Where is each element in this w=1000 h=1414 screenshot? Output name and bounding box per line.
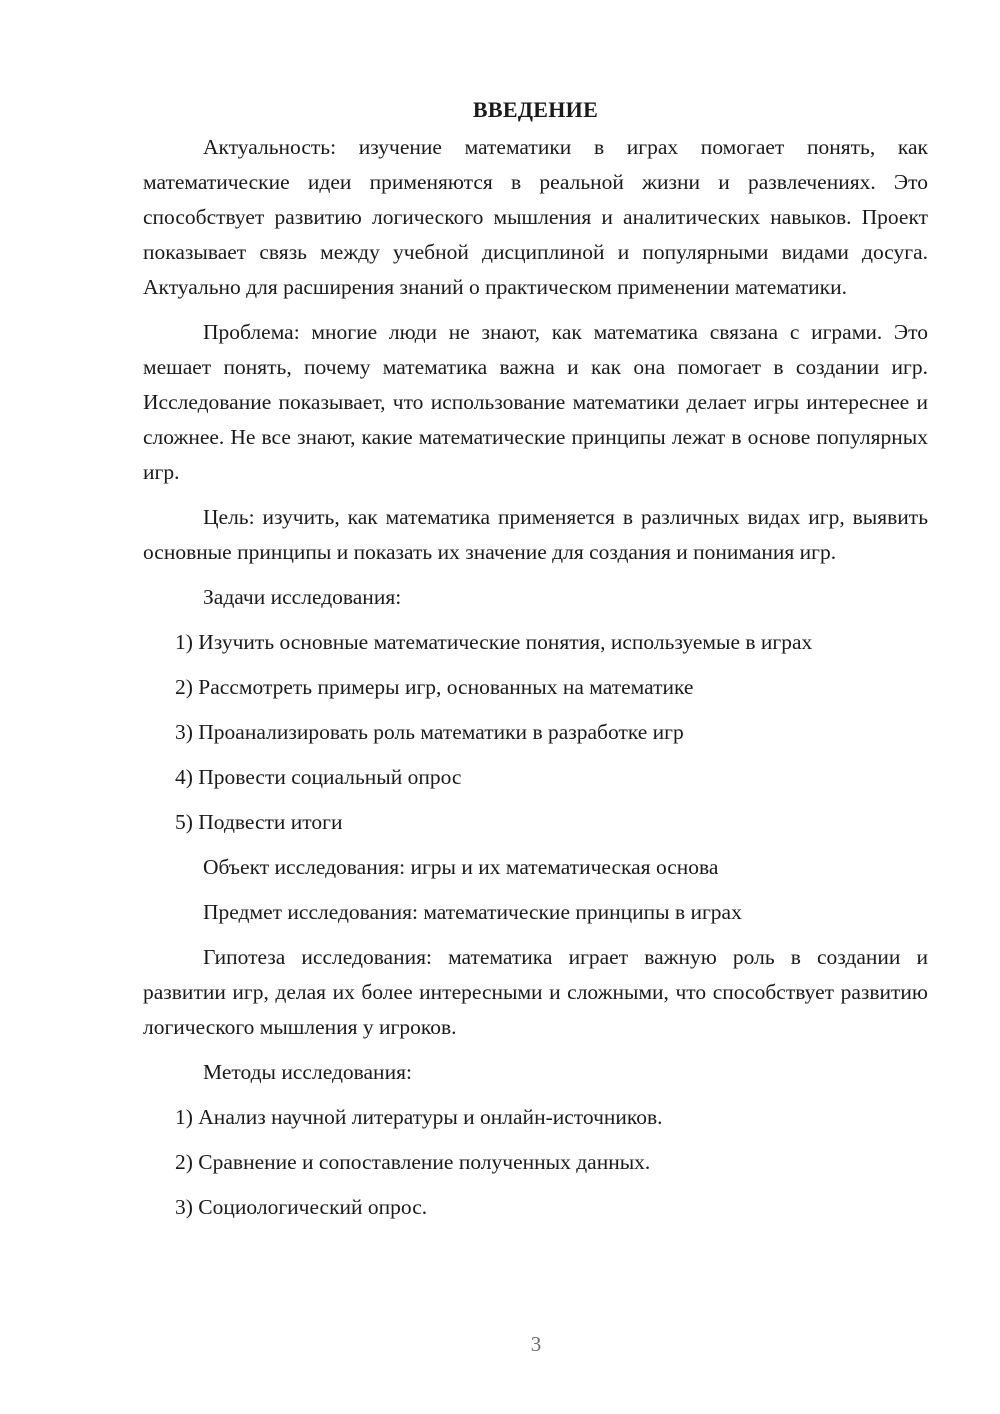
hypothesis-paragraph: Гипотеза исследования: математика играет важную роль в создании и развитии игр, делая их более интересными и сложными, что способствует развитию логического мышления у игроков. — [143, 945, 928, 1039]
task-item: 3) Проанализировать роль математики в разработке игр — [175, 720, 684, 744]
task-item: 1) Изучить основные математические понятия, используемые в играх — [175, 630, 813, 654]
method-item: 2) Сравнение и сопоставление полученных данных. — [175, 1150, 651, 1174]
task-item: 5) Подвести итоги — [175, 810, 343, 834]
tasks-list — [143, 625, 928, 840]
method-item: 3) Социологический опрос. — [175, 1195, 428, 1219]
tasks-heading: Задачи исследования: — [203, 585, 402, 609]
task-item: 4) Провести социальный опрос — [175, 765, 462, 789]
methods-heading: Методы исследования: — [203, 1060, 412, 1084]
methods-list — [143, 1100, 928, 1225]
page-number: 3 — [530, 1332, 542, 1356]
object-line: Объект исследования: игры и их математическая основа — [203, 855, 719, 879]
task-item: 2) Рассмотреть примеры игр, основанных на математике — [175, 675, 694, 699]
method-item: 1) Анализ научной литературы и онлайн-источников. — [175, 1105, 663, 1129]
subject-line: Предмет исследования: математические принципы в играх — [203, 900, 742, 924]
problem-paragraph: Проблема: многие люди не знают, как математика связана с играми. Это мешает понять, почему математика важна и как она помогает в создании игр. Исследование показывает, что использование математики делает игры интереснее и сложнее. Не все знают, какие математические принципы лежат в основе популярных игр. — [143, 320, 928, 484]
section-title: ВВЕДЕНИЕ — [472, 97, 599, 122]
relevance-paragraph: Актуальность: изучение математики в играх помогает понять, как математические идеи применяются в реальной жизни и развлечениях. Это способствует развитию логического мышления и аналитических навыков. Проект показывает связь между учебной дисциплиной и популярными видами досуга. Актуально для расширения знаний о практическом применении математики. — [143, 135, 928, 299]
document-page — [143, 92, 928, 1235]
goal-paragraph: Цель: изучить, как математика применяется в различных видах игр, выявить основные принципы и показать их значение для создания и понимания игр. — [143, 505, 928, 564]
